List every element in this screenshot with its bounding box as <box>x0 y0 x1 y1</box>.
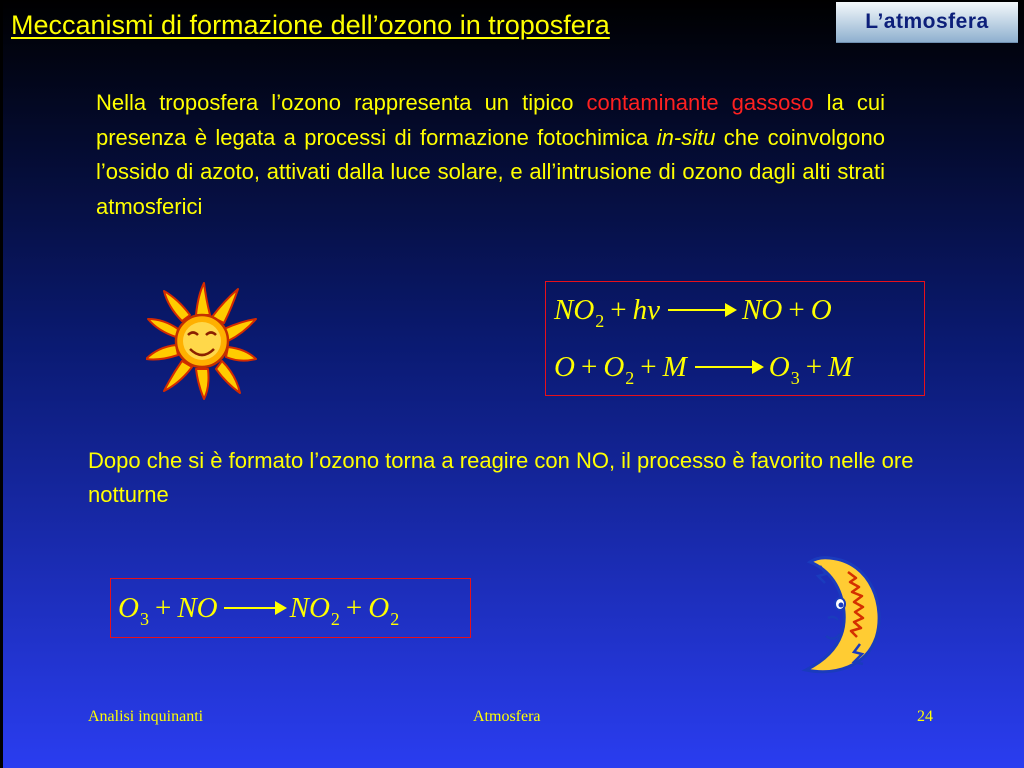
intro-highlight: contaminante gassoso <box>586 90 814 115</box>
plus-sign: + <box>788 294 805 326</box>
intro-text-3: che coinvolgono l’ossido di azoto, attivati dalla luce solare, e all’intrusione di ozono dagli alti strati atmosferici <box>96 124 886 219</box>
reaction-2-product-2: M <box>828 351 853 383</box>
plus-sign: + <box>154 592 172 624</box>
footer-center: Atmosfera <box>473 708 541 725</box>
reaction-1-reactant-2: hν <box>632 294 661 326</box>
reaction-3-reactant-1: O <box>118 592 139 624</box>
intro-text-2: la cui presenza è legata a processi di formazione fotochimica <box>96 90 885 150</box>
plus-sign: + <box>580 351 598 383</box>
reaction-3-product-1-sub: 2 <box>330 609 340 629</box>
reaction-3-reactant-2: NO <box>177 592 218 624</box>
night-note: Dopo che si è formato l’ozono torna a reagire con NO, il processo è favorito nelle ore notturne <box>88 448 914 507</box>
reaction-bottom-box <box>110 578 471 638</box>
moon-icon <box>790 552 888 678</box>
reaction-arrow-icon <box>224 607 284 609</box>
section-label: L’atmosfera <box>865 10 989 33</box>
reaction-2-reactant-2: O <box>603 351 625 383</box>
reaction-arrow-icon <box>695 366 761 368</box>
reaction-arrow-icon <box>668 309 734 311</box>
reaction-1 <box>554 294 832 331</box>
sun-icon <box>146 282 258 400</box>
plus-sign: + <box>805 351 823 383</box>
plus-sign: + <box>640 351 657 383</box>
intro-italic: in-situ <box>656 124 716 150</box>
reaction-3-product-1: NO <box>289 592 330 624</box>
reaction-3-product-2: O <box>368 592 390 624</box>
reaction-1-product-2: O <box>810 294 832 326</box>
left-edge-bar <box>0 0 3 768</box>
intro-text-1: Nella troposfera l’ozono rappresenta un tipico <box>96 90 587 115</box>
intro-paragraph <box>96 86 885 224</box>
reaction-1-reactant-1-sub: 2 <box>595 311 605 331</box>
plus-sign: + <box>610 294 627 326</box>
reaction-1-reactant-1: NO <box>554 294 595 326</box>
reactions-top-box <box>545 281 925 396</box>
reaction-3-product-2-sub: 2 <box>390 609 400 629</box>
reaction-1-product-1: NO <box>742 294 783 326</box>
reaction-2-product-1: O <box>768 351 790 383</box>
reaction-3-reactant-1-sub: 3 <box>139 609 149 629</box>
footer-left: Analisi inquinanti <box>88 708 204 725</box>
plus-sign: + <box>345 592 363 624</box>
reaction-2 <box>554 351 853 388</box>
reaction-2-reactant-1: O <box>554 351 575 383</box>
section-badge <box>836 2 1018 43</box>
reaction-2-product-1-sub: 3 <box>790 368 800 388</box>
reaction-2-reactant-2-sub: 2 <box>625 368 635 388</box>
page-number: 24 <box>917 708 933 725</box>
reaction-2-reactant-3: M <box>662 351 687 383</box>
slide-title: Meccanismi di formazione dell’ozono in troposfera <box>11 10 610 40</box>
reaction-3 <box>118 592 400 629</box>
